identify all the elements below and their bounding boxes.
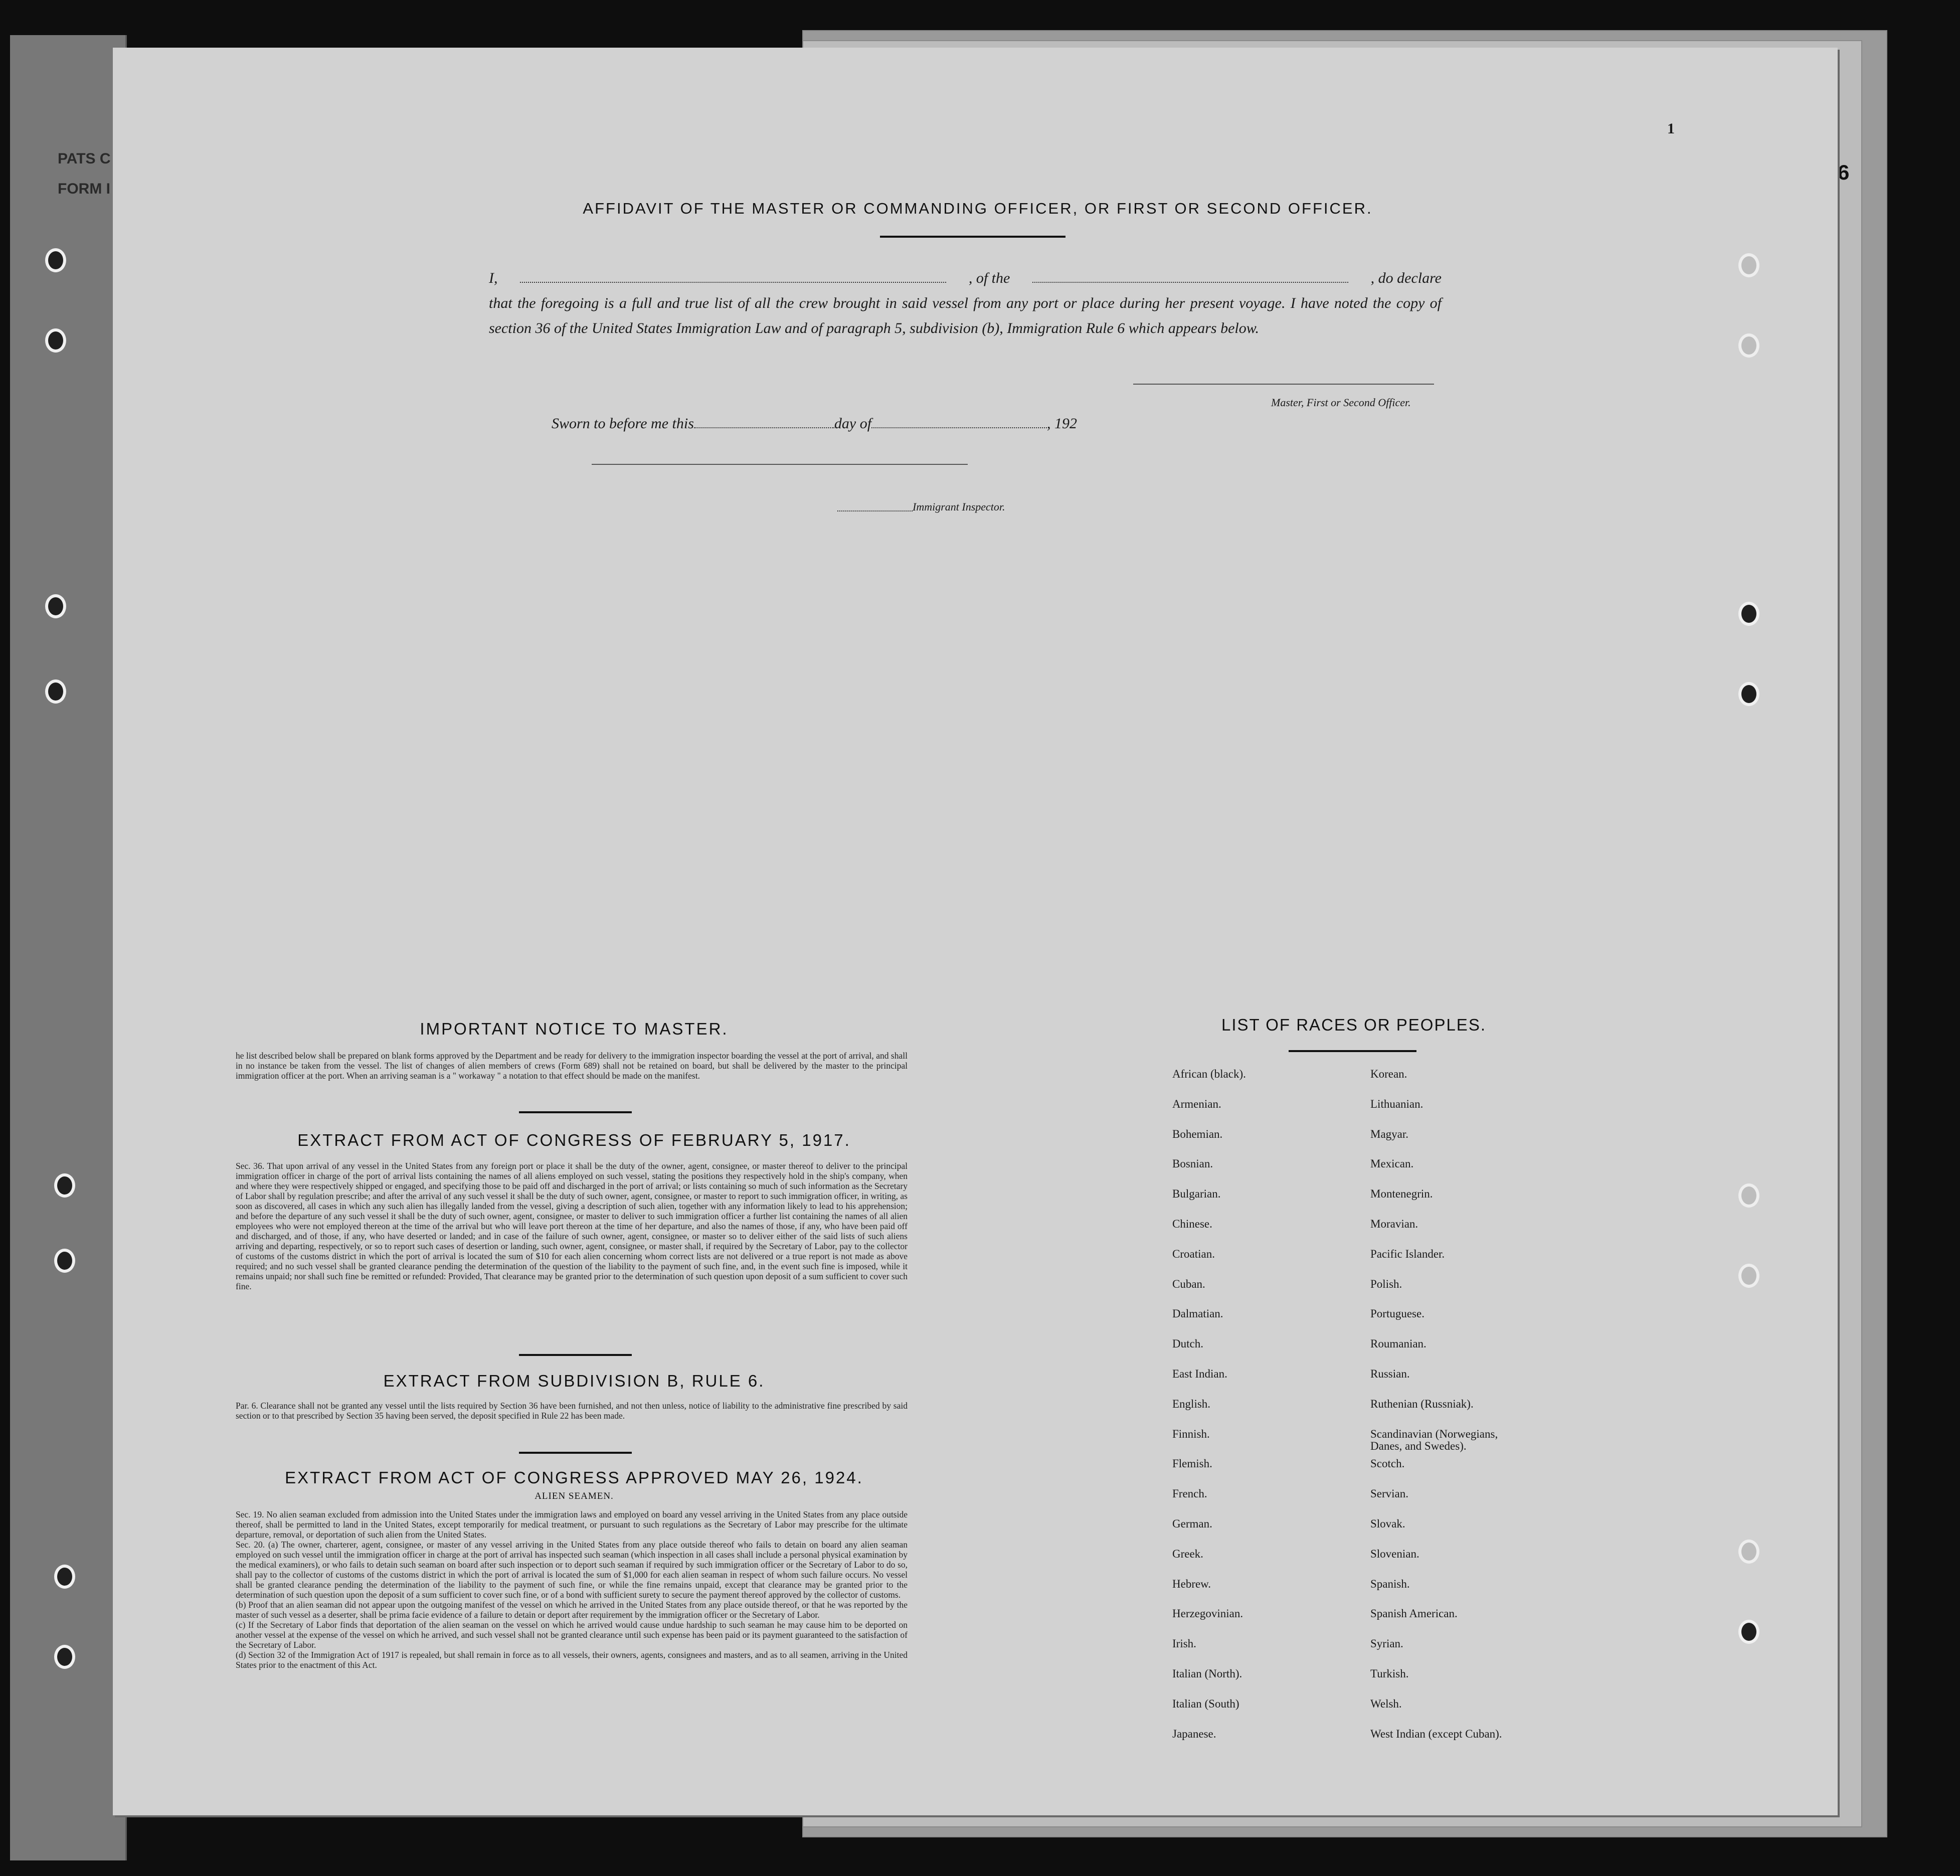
race-item: German.	[1172, 1517, 1212, 1530]
master-signature-line[interactable]	[1133, 384, 1434, 385]
race-item: English.	[1172, 1397, 1211, 1410]
race-item: Armenian.	[1172, 1097, 1221, 1110]
race-item: Slovak.	[1370, 1517, 1405, 1530]
race-item: Cuban.	[1172, 1277, 1205, 1290]
notice-text: he list described below shall be prepared on blank forms approved by the Department and be ready for delivery to the immigration inspector boarding the vessel at the port of arrival, and shall in no instance be taken from the vessel. The list of changes of alien members of crews (Form 689) shall not be retained on board, but shall be delivered by the master to the principal immigration officer at the port. When an arriving seaman is a " workaway " a notation to that effect should be made on the manifest.	[236, 1051, 908, 1081]
notice-title: IMPORTANT NOTICE TO MASTER.	[420, 1019, 729, 1038]
race-item: West Indian (except Cuban).	[1370, 1727, 1502, 1740]
section-rule	[519, 1111, 632, 1113]
race-item: Scandinavian (Norwegians, Danes, and Swedes).	[1370, 1427, 1498, 1452]
race-item: Servian.	[1370, 1487, 1409, 1500]
extract-rule6-title: EXTRACT FROM SUBDIVISION B, RULE 6.	[383, 1372, 765, 1390]
section-19: Sec. 19. No alien seaman excluded from admission into the United States under the immigration laws and employed on board any vessel arriving in the United States from any place outside thereof, shall be permitted to land in the United States, except temporarily for medical treatment, or pursuant to such regulations as the Secretary of Labor may prescribe for the ultimate departure, removal, or deportation of such alien from the United States.	[236, 1509, 908, 1540]
stub-text-line1: PATS C	[58, 150, 111, 167]
race-item: Montenegrin.	[1370, 1187, 1433, 1201]
race-item: East Indian.	[1172, 1367, 1227, 1380]
page-hole	[1738, 253, 1759, 277]
binder-hole	[54, 1173, 75, 1198]
race-item: Slovenian.	[1370, 1547, 1419, 1560]
race-item: Chinese.	[1172, 1217, 1212, 1230]
section-rule	[519, 1354, 632, 1356]
race-item: Magyar.	[1370, 1127, 1409, 1140]
page-hole	[1738, 1183, 1759, 1208]
inspector-label: Immigrant Inspector.	[913, 500, 1005, 513]
race-item: Italian (North).	[1172, 1667, 1242, 1680]
of-the-label: , of the	[968, 270, 1010, 286]
day-of-label: day of	[834, 415, 872, 432]
inspector-signature-line[interactable]	[592, 464, 968, 465]
year-label: , 192	[1047, 415, 1078, 432]
race-item: Croatian.	[1172, 1247, 1215, 1260]
declarant-label: I,	[489, 270, 498, 286]
sworn-month-field[interactable]	[871, 427, 1047, 428]
race-item: Italian (South)	[1172, 1697, 1239, 1710]
section-20d: (d) Section 32 of the Immigration Act of 1917 is repealed, but shall remain in force as to all vessels, their owners, agents, consignees and masters, and as to all seamen, arriving in the United States prior to the enactment of this Act.	[236, 1650, 908, 1670]
binder-hole	[54, 1645, 75, 1669]
binder-hole	[54, 1565, 75, 1589]
race-item: Irish.	[1172, 1637, 1196, 1650]
inspector-prefix-line[interactable]	[837, 510, 913, 511]
race-item: Lithuanian.	[1370, 1097, 1423, 1110]
race-item: Pacific Islander.	[1370, 1247, 1445, 1260]
race-item: Turkish.	[1370, 1667, 1409, 1680]
race-item: Spanish American.	[1370, 1607, 1458, 1620]
race-item: Welsh.	[1370, 1697, 1402, 1710]
declare-label: , do declare	[1370, 270, 1442, 286]
declaration-line	[489, 266, 1442, 291]
page-number: 6	[1838, 160, 1850, 184]
master-signature-label: Master, First or Second Officer.	[1271, 396, 1411, 409]
race-item: Portuguese.	[1370, 1307, 1424, 1320]
extract-rule6-text: Par. 6. Clearance shall not be granted any vessel until the lists required by Section 36 have been furnished, and not then unless, notice of liability to the administrative fine prescribed by said section or to that prescribed by Section 35 having been served, the deposit specified in Rule 22 has been made.	[236, 1401, 908, 1421]
corner-mark: 1	[1667, 120, 1675, 137]
section-20b: (b) Proof that an alien seaman did not appear upon the outgoing manifest of the vessel on which he arrived in the United States from any place outside thereof, or that he was reported by the master of such vessel as a deserter, shall be prima facie evidence of a failure to detain or deport after requirement by the immigration officer or the Secretary of Labor.	[236, 1600, 908, 1620]
race-item: Herzegovinian.	[1172, 1607, 1243, 1620]
page-hole	[1738, 1264, 1759, 1288]
races-rule	[1289, 1050, 1416, 1052]
sworn-label: Sworn to before me this	[552, 415, 694, 432]
race-item: Bosnian.	[1172, 1157, 1213, 1170]
race-item: Bulgarian.	[1172, 1187, 1221, 1201]
extract-1924-text	[236, 1509, 908, 1670]
race-item: Russian.	[1370, 1367, 1410, 1380]
race-item: Dalmatian.	[1172, 1307, 1223, 1320]
race-item: Syrian.	[1370, 1637, 1403, 1650]
page-hole	[1738, 1540, 1759, 1564]
race-item: Korean.	[1370, 1068, 1407, 1080]
race-item: Scotch.	[1370, 1457, 1405, 1470]
sworn-line	[552, 415, 1077, 432]
section-20c: (c) If the Secretary of Labor finds that deportation of the alien seaman on the vessel on which he arrived would cause undue hardship to such seaman he may cause him to be deported on another vessel at the expense of the vessel on which he arrived, and such vessel shall not be granted clearance until such expense has been paid or its payment guaranteed to the satisfaction of the Secretary of Labor.	[236, 1620, 908, 1650]
binder-hole	[45, 328, 66, 353]
race-item: Bohemian.	[1172, 1127, 1223, 1140]
sworn-day-field[interactable]	[694, 427, 834, 428]
binder-hole	[54, 1249, 75, 1273]
race-item: Dutch.	[1172, 1337, 1203, 1350]
race-item: Finnish.	[1172, 1427, 1210, 1440]
section-20a: Sec. 20. (a) The owner, charterer, agent, consignee, or master of any vessel arriving in the United States from any place outside thereof who fails to detain on board any alien seaman employed on such vessel until the immigration officer in charge at the port of arrival has inspected such seaman (which inspection in all cases shall include a personal physical examination by the medical examiners), or who fails to detain such seaman on board after such inspection or to deport such seaman if required by such immigration officer or the Secretary of Labor to do so, shall pay to the collector of customs of the customs district in which the port of arrival is located the sum of $1,000 for each alien seaman in respect of whom such failure occurs. No vessel shall be granted clearance pending the determination of the liability to the payment of such fine, or while the fine remains unpaid, except that clearance may be granted prior to the determination of such question upon the deposit of a sum sufficient to cover such fine, or of a bond with sufficient surety to secure the payment thereof approved by the collector of customs.	[236, 1540, 908, 1600]
race-item: Ruthenian (Russniak).	[1370, 1397, 1474, 1410]
race-item: African (black).	[1172, 1068, 1246, 1080]
extract-1917-text: Sec. 36. That upon arrival of any vessel in the United States from any foreign port or place it shall be the duty of the owner, agent, consignee, or master thereof to deliver to the principal immigration officer in charge of the port of arrival lists containing the names of all aliens employed on such vessel, stating the positions they respectively hold in the ship's company, when and where they were respectively shipped or engaged, and specifying those to be paid off and discharged in the port of arrival; or lists containing so much of such information as the Secretary of Labor shall by regulation prescribe; and after the arrival of any such vessel it shall be the duty of such owner, agent, consignee, or master to report to such immigration officer, in writing, as soon as discovered, all cases in which any such alien has illegally landed from the vessel, giving a description of such alien, together with any information likely to lead to his apprehension; and before the departure of any such vessel it shall be the duty of such owner, agent, consignee, or master to deliver to such immigration officer a further list containing the names of all alien employees who were not employed thereon at the time of the arrival but who will leave port thereon at the time of her departure, and also the names of those, if any, who have been paid off and discharged, and of those, if any, who have deserted or landed; and in case of the failure of such owner, agent, consignee, or master so to deliver either of the said lists of such aliens arriving and departing, respectively, or so to report such cases of desertion or landing, such owner, agent, consignee, or master shall, if required by the Secretary of Labor, pay to the collector of customs of the customs district in which the port of arrival is located the sum of $10 for each alien concerning whom correct lists are not delivered or a true report is not made as above required; and no such vessel shall be granted clearance pending the determination of the question of the liability to the payment of such fine, and, in the event such fine is imposed, while it remains unpaid; nor shall such fine be remitted or refunded: Provided, That clearance may be granted prior to the determination of such question upon deposit of a sum sufficient to cover such fine.	[236, 1161, 908, 1291]
binder-hole	[45, 679, 66, 704]
declaration-text: that the foregoing is a full and true list of all the crew brought in said vessel from any port or place during her present voyage. I have noted the copy of section 36 of the United States Immigration Law and of paragraph 5, subdivision (b), Immigration Rule 6 which appears below.	[489, 295, 1442, 336]
title-rule	[880, 236, 1065, 238]
affidavit-title: AFFIDAVIT OF THE MASTER OR COMMANDING OFFICER, OR FIRST OR SECOND OFFICER.	[583, 200, 1373, 217]
declarant-name-field[interactable]	[520, 282, 946, 283]
page-hole	[1738, 333, 1759, 358]
page-hole	[1738, 1620, 1759, 1644]
race-item: Moravian.	[1370, 1217, 1418, 1230]
affidavit-body	[489, 266, 1442, 341]
binder-hole	[45, 248, 66, 272]
extract-1924-title: EXTRACT FROM ACT OF CONGRESS APPROVED MAY 26, 1924.	[285, 1468, 863, 1487]
race-item: Greek.	[1172, 1547, 1203, 1560]
extract-1924-subtitle: ALIEN SEAMEN.	[534, 1491, 614, 1501]
race-item: Roumanian.	[1370, 1337, 1427, 1350]
race-item: Japanese.	[1172, 1727, 1216, 1740]
races-right-column	[1370, 1068, 1671, 1758]
page-hole	[1738, 682, 1759, 706]
race-item: Mexican.	[1370, 1157, 1414, 1170]
race-item: French.	[1172, 1487, 1207, 1500]
section-rule	[519, 1452, 632, 1454]
race-item: Polish.	[1370, 1277, 1402, 1290]
stub-text-line2: FORM I	[58, 181, 110, 197]
vessel-name-field[interactable]	[1032, 282, 1348, 283]
binder-hole	[45, 594, 66, 618]
race-item: Spanish.	[1370, 1577, 1410, 1590]
extract-1917-title: EXTRACT FROM ACT OF CONGRESS OF FEBRUARY 5, 1917.	[297, 1131, 851, 1149]
races-title: LIST OF RACES OR PEOPLES.	[1221, 1015, 1487, 1034]
page-hole	[1738, 602, 1759, 626]
race-item: Hebrew.	[1172, 1577, 1211, 1590]
race-item: Flemish.	[1172, 1457, 1212, 1470]
